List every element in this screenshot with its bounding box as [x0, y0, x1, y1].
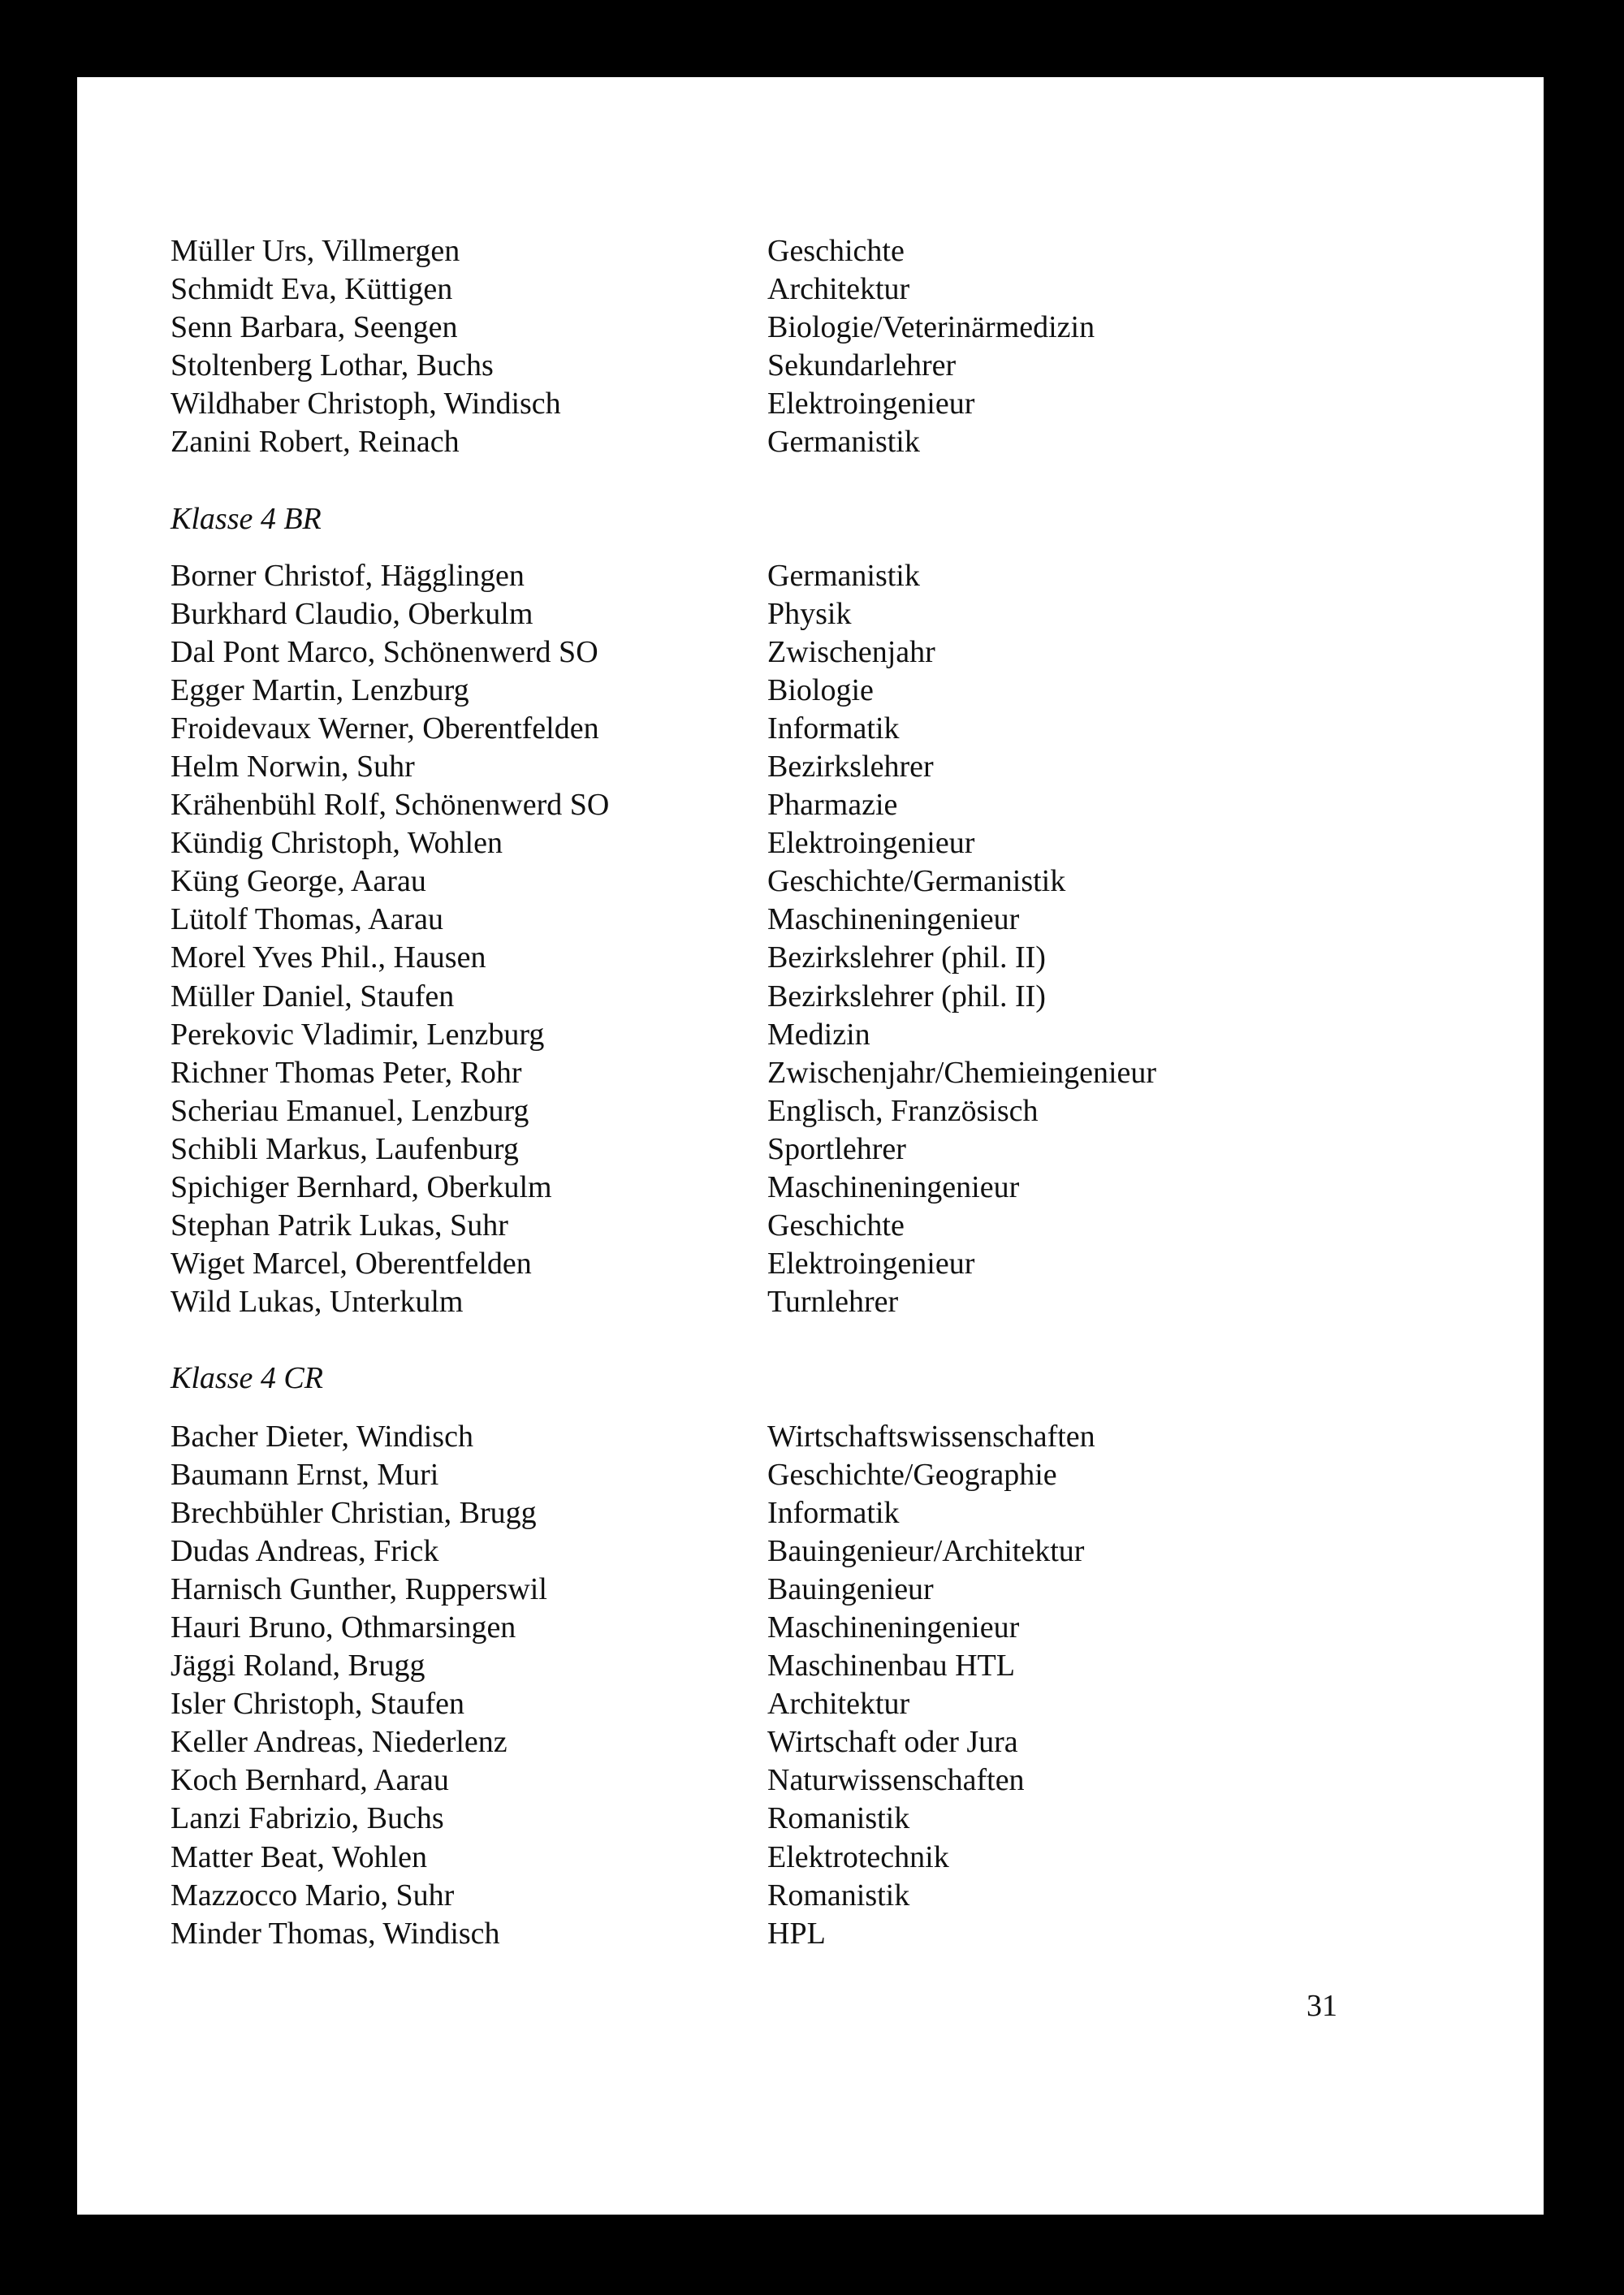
- list-item: [171, 747, 1389, 785]
- study-subject: Elektroingenieur: [767, 386, 975, 421]
- list-item: [171, 1015, 1389, 1053]
- list-item: [171, 633, 1389, 671]
- study-subject: Germanistik: [767, 558, 920, 593]
- list-item: [171, 594, 1389, 633]
- class-list-4br: [171, 556, 1389, 1321]
- study-subject: HPL: [767, 1916, 826, 1951]
- list-item: [171, 422, 1389, 460]
- study-subject: Elektroingenieur: [767, 1247, 975, 1281]
- list-item: [171, 1493, 1389, 1532]
- student-name: Küng George, Aarau: [171, 864, 426, 899]
- student-name: Wild Lukas, Unterkulm: [171, 1285, 464, 1320]
- student-name: Spichiger Bernhard, Oberkulm: [171, 1170, 552, 1205]
- study-subject: Turnlehrer: [767, 1285, 899, 1320]
- study-subject: Medizin: [767, 1017, 870, 1052]
- document-page: [77, 77, 1544, 2215]
- student-name: Müller Daniel, Staufen: [171, 979, 455, 1014]
- list-item: [171, 1685, 1389, 1723]
- study-subject: Sekundarlehrer: [767, 348, 957, 382]
- study-subject: Informatik: [767, 1495, 900, 1530]
- list-item: [171, 1608, 1389, 1646]
- student-name: Isler Christoph, Staufen: [171, 1687, 465, 1722]
- student-name: Baumann Ernst, Muri: [171, 1457, 439, 1492]
- student-name: Zanini Robert, Reinach: [171, 425, 460, 460]
- study-subject: Bauingenieur: [767, 1571, 934, 1606]
- list-item: [171, 1130, 1389, 1168]
- study-subject: Architektur: [767, 271, 910, 306]
- student-name: Stephan Patrik Lukas, Suhr: [171, 1208, 508, 1243]
- study-subject: Bezirkslehrer (phil. II): [767, 940, 1046, 975]
- study-subject: Elektrotechnik: [767, 1839, 949, 1874]
- study-subject: Maschineningenieur: [767, 902, 1020, 937]
- list-item: [171, 1647, 1389, 1685]
- study-subject: Englisch, Französisch: [767, 1093, 1039, 1128]
- student-name: Bacher Dieter, Windisch: [171, 1419, 473, 1454]
- page-number: 31: [1307, 1989, 1337, 2023]
- list-item: [171, 1245, 1389, 1283]
- student-name: Perekovic Vladimir, Lenzburg: [171, 1017, 545, 1052]
- list-item: [171, 824, 1389, 862]
- list-item: [171, 1761, 1389, 1800]
- study-subject: Maschinenbau HTL: [767, 1649, 1015, 1683]
- study-subject: Biologie/Veterinärmedizin: [767, 309, 1095, 344]
- study-subject: Naturwissenschaften: [767, 1763, 1025, 1798]
- list-item: [171, 231, 1389, 270]
- study-subject: Wirtschaftswissenschaften: [767, 1419, 1095, 1454]
- student-name: Burkhard Claudio, Oberkulm: [171, 596, 533, 631]
- list-item: [171, 977, 1389, 1015]
- student-name: Morel Yves Phil., Hausen: [171, 940, 486, 975]
- list-item: [171, 1169, 1389, 1207]
- student-name: Mazzocco Mario, Suhr: [171, 1878, 455, 1912]
- student-name: Müller Urs, Villmergen: [171, 233, 460, 268]
- student-name: Matter Beat, Wohlen: [171, 1839, 427, 1874]
- study-subject: Geschichte: [767, 1208, 905, 1243]
- student-name: Koch Bernhard, Aarau: [171, 1763, 449, 1798]
- list-item: [171, 1283, 1389, 1321]
- study-subject: Geschichte/Geographie: [767, 1457, 1057, 1492]
- study-subject: Bezirkslehrer: [767, 750, 934, 784]
- student-name: Minder Thomas, Windisch: [171, 1916, 500, 1951]
- student-name: Lütolf Thomas, Aarau: [171, 902, 443, 937]
- study-subject: Bauingenieur/Architektur: [767, 1533, 1085, 1568]
- student-name: Scheriau Emanuel, Lenzburg: [171, 1093, 529, 1128]
- list-item: [171, 308, 1389, 346]
- list-item: [171, 901, 1389, 939]
- list-item: [171, 1914, 1389, 1952]
- student-name: Borner Christof, Hägglingen: [171, 558, 525, 593]
- student-name: Stoltenberg Lothar, Buchs: [171, 348, 494, 382]
- study-subject: Wirtschaft oder Jura: [767, 1725, 1018, 1760]
- student-name: Froidevaux Werner, Oberentfelden: [171, 711, 599, 746]
- list-item: [171, 1570, 1389, 1608]
- list-item: [171, 1532, 1389, 1570]
- study-subject: Romanistik: [767, 1878, 910, 1912]
- list-item: [171, 709, 1389, 747]
- list-item: [171, 270, 1389, 308]
- study-subject: Bezirkslehrer (phil. II): [767, 979, 1046, 1014]
- study-subject: Biologie: [767, 672, 874, 707]
- list-item: [171, 1207, 1389, 1245]
- student-name: Wildhaber Christoph, Windisch: [171, 386, 561, 421]
- student-name: Dal Pont Marco, Schönenwerd SO: [171, 634, 598, 669]
- student-name: Hauri Bruno, Othmarsingen: [171, 1610, 516, 1645]
- student-name: Wiget Marcel, Oberentfelden: [171, 1247, 532, 1281]
- study-subject: Maschineningenieur: [767, 1170, 1020, 1205]
- list-item: [171, 1455, 1389, 1493]
- study-subject: Elektroingenieur: [767, 826, 975, 861]
- student-name: Dudas Andreas, Frick: [171, 1533, 439, 1568]
- student-name: Krähenbühl Rolf, Schönenwerd SO: [171, 788, 610, 823]
- student-name: Schmidt Eva, Küttigen: [171, 271, 453, 306]
- list-item: [171, 786, 1389, 824]
- list-item: [171, 1053, 1389, 1091]
- student-name: Lanzi Fabrizio, Buchs: [171, 1801, 444, 1836]
- list-item: [171, 862, 1389, 901]
- list-item: [171, 939, 1389, 977]
- study-subject: Germanistik: [767, 425, 920, 460]
- student-name: Egger Martin, Lenzburg: [171, 672, 469, 707]
- list-item: [171, 1800, 1389, 1838]
- student-name: Schibli Markus, Laufenburg: [171, 1131, 519, 1166]
- student-name: Richner Thomas Peter, Rohr: [171, 1055, 522, 1090]
- student-name: Brechbühler Christian, Brugg: [171, 1495, 537, 1530]
- study-subject: Informatik: [767, 711, 900, 746]
- student-name: Jäggi Roland, Brugg: [171, 1649, 425, 1683]
- list-item: [171, 1876, 1389, 1914]
- study-subject: Zwischenjahr: [767, 634, 935, 669]
- study-subject: Geschichte/Germanistik: [767, 864, 1066, 899]
- class-list-4cr: [171, 1417, 1389, 1952]
- class-heading-4br: Klasse 4 BR: [171, 502, 322, 536]
- study-subject: Pharmazie: [767, 788, 898, 823]
- list-item: [171, 384, 1389, 422]
- list-item: [171, 1091, 1389, 1130]
- list-item: [171, 1417, 1389, 1455]
- study-subject: Physik: [767, 596, 852, 631]
- student-name: Kündig Christoph, Wohlen: [171, 826, 503, 861]
- student-name: Helm Norwin, Suhr: [171, 750, 415, 784]
- study-subject: Sportlehrer: [767, 1131, 906, 1166]
- list-item: [171, 671, 1389, 709]
- list-item: [171, 556, 1389, 594]
- student-name: Senn Barbara, Seengen: [171, 309, 458, 344]
- list-item: [171, 1723, 1389, 1761]
- list-item: [171, 346, 1389, 384]
- study-subject: Romanistik: [767, 1801, 910, 1836]
- class-heading-4cr: Klasse 4 CR: [171, 1361, 323, 1395]
- study-subject: Maschineningenieur: [767, 1610, 1020, 1645]
- student-name: Keller Andreas, Niederlenz: [171, 1725, 508, 1760]
- study-subject: Architektur: [767, 1687, 910, 1722]
- student-name: Harnisch Gunther, Rupperswil: [171, 1571, 547, 1606]
- study-subject: Geschichte: [767, 233, 905, 268]
- continued-class-list: [171, 231, 1389, 461]
- study-subject: Zwischenjahr/Chemieingenieur: [767, 1055, 1157, 1090]
- list-item: [171, 1838, 1389, 1876]
